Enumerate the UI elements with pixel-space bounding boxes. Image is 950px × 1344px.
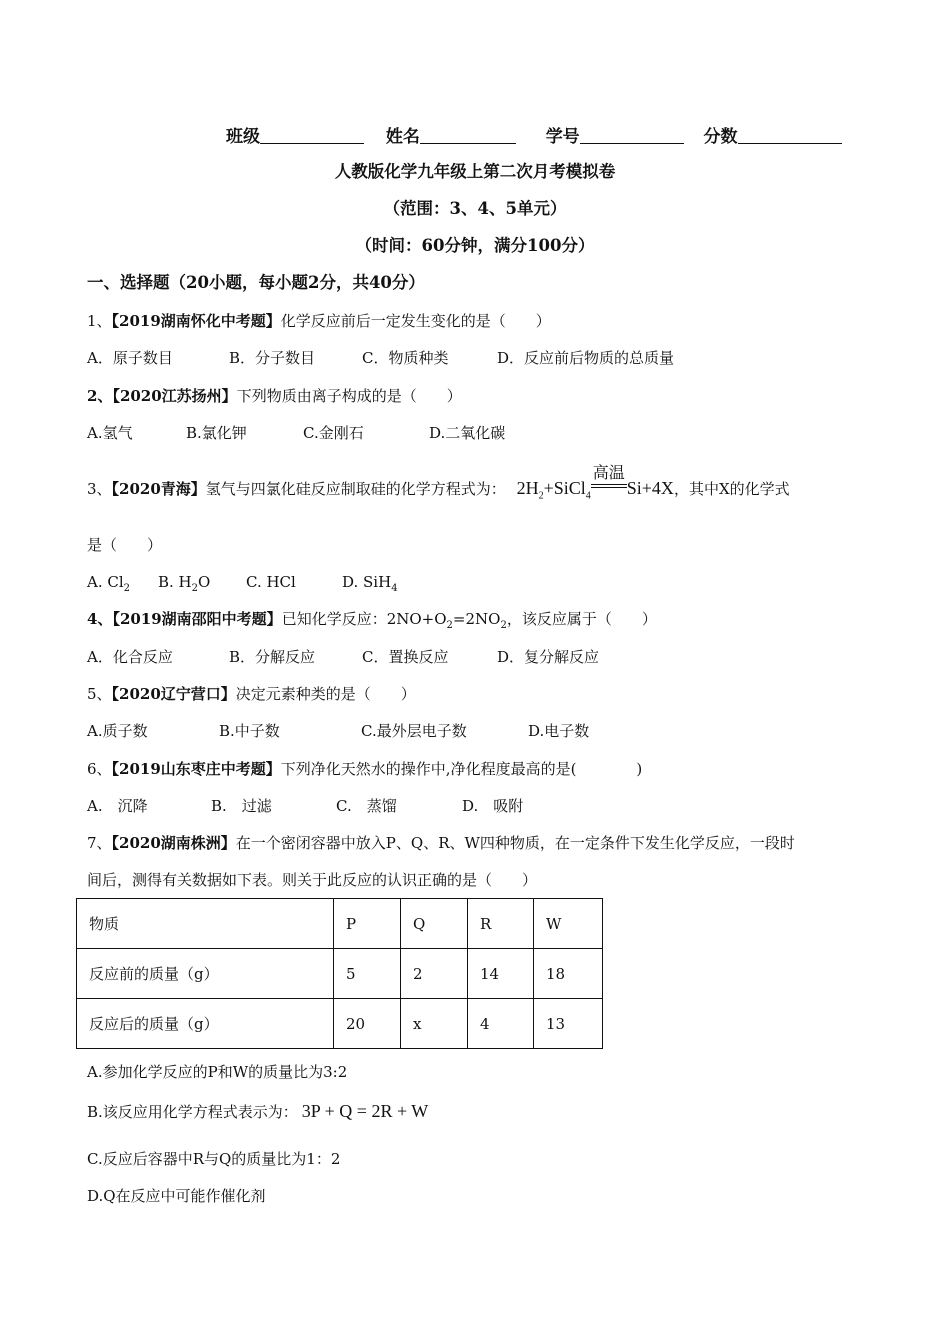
- option-c[interactable]: C. 蒸馏: [336, 797, 397, 815]
- option-b[interactable]: B．分子数目: [229, 349, 316, 367]
- option-a[interactable]: A.参加化学反应的P和W的质量比为3:2: [87, 1063, 348, 1081]
- table-cell: Q: [401, 899, 468, 949]
- option-a[interactable]: A. $Cl_2$: [87, 573, 131, 594]
- table-cell: x: [401, 999, 468, 1049]
- table-cell: 20: [334, 999, 401, 1049]
- table-cell: W: [534, 899, 603, 949]
- question-5-options: [87, 721, 589, 741]
- reaction-condition: 高温: [592, 465, 625, 482]
- table-header-row: [77, 899, 603, 949]
- page-title: 人教版化学九年级上第二次月考模拟卷: [334, 162, 616, 181]
- option-d[interactable]: D．反应前后物质的总质量: [497, 349, 675, 367]
- table-cell: 5: [334, 949, 401, 999]
- table-cell: 2: [401, 949, 468, 999]
- option-b[interactable]: B.中子数: [219, 722, 280, 740]
- table-cell: 反应后的质量（g）: [77, 999, 334, 1049]
- name-blank[interactable]: [420, 127, 516, 144]
- option-c[interactable]: C. HCl: [246, 573, 296, 591]
- number-blank[interactable]: [580, 127, 684, 144]
- question-2: [87, 386, 462, 406]
- question-7-continued: 间后，测得有关数据如下表。则关于此反应的认识正确的是（ ）: [87, 871, 538, 889]
- score-label: 分数: [703, 127, 738, 147]
- class-blank[interactable]: [260, 127, 364, 144]
- question-6: [87, 759, 642, 779]
- question-number: 2、: [87, 387, 113, 405]
- table-cell: 物质: [77, 899, 334, 949]
- option-b[interactable]: B．分解反应: [229, 648, 316, 666]
- question-text: 已知化学反应：$2NO+O_2=2NO_2$，该反应属于（ ）: [281, 610, 657, 631]
- chemical-equation: $2H_2+SiCl_4$ 高温 Si+4X: [516, 465, 674, 502]
- option-d[interactable]: D．复分解反应: [497, 648, 600, 666]
- question-4: [87, 609, 657, 636]
- table-row: [77, 999, 603, 1049]
- chemical-equation: 3P + Q = 2R + W: [301, 1101, 429, 1121]
- student-info-row: [226, 122, 842, 147]
- table-cell: 反应前的质量（g）: [77, 949, 334, 999]
- question-source: 【2020辽宁营口】: [111, 685, 236, 703]
- table-cell: 13: [534, 999, 603, 1049]
- question-text: 下列物质由离子构成的是（ ）: [236, 387, 462, 405]
- option-b[interactable]: B.氯化钾: [186, 424, 247, 442]
- option-c[interactable]: C．物质种类: [362, 349, 449, 367]
- name-label: 姓名: [385, 127, 420, 147]
- option-a[interactable]: A.氢气: [87, 424, 133, 442]
- option-c[interactable]: C．置换反应: [362, 648, 449, 666]
- option-c[interactable]: C.最外层电子数: [361, 722, 467, 740]
- question-3-options: [87, 572, 398, 599]
- question-number: 6、: [87, 760, 112, 778]
- question-number: 5、: [87, 685, 112, 703]
- question-4-options: [87, 647, 599, 667]
- question-text: 在一个密闭容器中放入P、Q、R、W四种物质，在一定条件下发生化学反应，一段时: [235, 834, 795, 852]
- option-a[interactable]: A．原子数目: [87, 349, 173, 367]
- option-d[interactable]: D.电子数: [528, 722, 590, 740]
- question-source: 【2020青海】: [111, 480, 206, 498]
- question-2-options: [87, 423, 505, 443]
- question-source: 【2019湖南邵阳中考题】: [112, 610, 282, 628]
- question-3: 3、【2020青海】氢气与四氯化硅反应制取硅的化学方程式为： $2H_2+SiCl_4$ 高温 Si+4X，其中X的化学式: [87, 465, 790, 502]
- option-d[interactable]: D. 吸附: [462, 797, 524, 815]
- exam-scope: （范围：3、4、5单元）: [383, 199, 567, 218]
- table-cell: P: [334, 899, 401, 949]
- table-cell: 4: [468, 999, 534, 1049]
- question-number: 3、: [87, 480, 112, 498]
- score-blank[interactable]: [738, 127, 842, 144]
- option-d[interactable]: D.Q在反应中可能作催化剂: [87, 1187, 266, 1205]
- option-d[interactable]: D. SiH$_4$: [342, 573, 398, 594]
- table-cell: 18: [534, 949, 603, 999]
- question-5: [87, 684, 416, 704]
- question-source: 【2020江苏扬州】: [112, 387, 237, 405]
- question-text: 决定元素种类的是（ ）: [235, 685, 416, 703]
- reaction-arrow: [591, 465, 627, 494]
- option-b[interactable]: B. $H_2O$: [158, 573, 211, 594]
- option-a[interactable]: A. 沉降: [87, 797, 148, 815]
- option-d[interactable]: D.二氧化碳: [429, 424, 506, 442]
- option-a[interactable]: A．化合反应: [87, 648, 173, 666]
- question-source: 【2019湖南怀化中考题】: [111, 312, 281, 330]
- question-source: 【2019山东枣庄中考题】: [111, 760, 281, 778]
- question-text: 下列净化天然水的操作中,净化程度最高的是( ): [280, 760, 643, 778]
- question-text: 氢气与四氯化硅反应制取硅的化学方程式为：: [205, 480, 506, 498]
- table-row: [77, 949, 603, 999]
- question-number: 1、: [87, 312, 112, 330]
- mass-data-table: [76, 898, 603, 1049]
- section-title: 一、选择题（20小题，每小题2分，共40分）: [87, 273, 425, 292]
- table-cell: R: [468, 899, 534, 949]
- question-1: [87, 311, 551, 331]
- question-source: 【2020湖南株洲】: [111, 834, 236, 852]
- option-b[interactable]: B. 过滤: [211, 797, 272, 815]
- class-label: 班级: [226, 127, 260, 147]
- question-7: [87, 833, 795, 853]
- question-number: 7、: [87, 834, 112, 852]
- number-label: 学号: [545, 127, 580, 147]
- option-b[interactable]: B.该反应用化学方程式表示为： 3P + Q = 2R + W: [87, 1101, 429, 1121]
- question-1-options: [87, 348, 674, 368]
- table-cell: 14: [468, 949, 534, 999]
- question-number: 4、: [87, 610, 113, 628]
- exam-time: （时间：60分钟，满分100分）: [355, 236, 595, 255]
- option-c[interactable]: C.反应后容器中R与Q的质量比为1：2: [87, 1150, 341, 1168]
- option-a[interactable]: A.质子数: [87, 722, 148, 740]
- question-3-continued: 是（ ）: [87, 536, 163, 554]
- question-text: 化学反应前后一定发生变化的是（ ）: [280, 312, 551, 330]
- option-c[interactable]: C.金刚石: [303, 424, 364, 442]
- question-6-options: [87, 796, 523, 816]
